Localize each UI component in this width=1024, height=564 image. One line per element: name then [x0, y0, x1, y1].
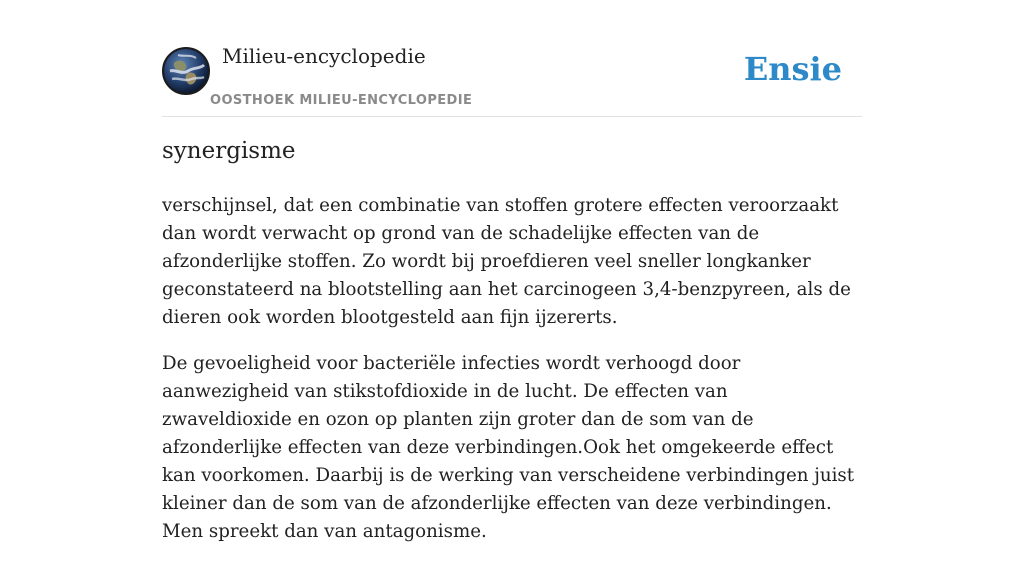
globe-icon[interactable] — [162, 47, 210, 95]
site-subtitle[interactable]: OOSTHOEK MILIEU-ENCYCLOPEDIE — [210, 93, 473, 108]
brand-logo[interactable]: Ensie — [743, 50, 842, 88]
paragraph: verschijnsel, dat een combinatie van stoffen grotere effecten veroorzaakt dan wordt verwacht op grond van de schadelijke effecten van de afzonderlijke stoffen. Zo wordt bij proefdieren veel sneller longkanker geconstateerd na blootstelling aan het carcinogeen 3,4-benzpyreen, als de dieren ook worden blootgesteld aan fijn ijzererts. — [162, 195, 851, 328]
page-container — [162, 0, 862, 542]
site-title[interactable]: Milieu-encyclopedie — [222, 44, 426, 68]
site-header — [162, 0, 862, 117]
article-title: synergisme — [162, 138, 296, 164]
paragraph: De gevoeligheid voor bacteriële infecties wordt verhoogd door aanwezigheid van stikstofdioxide in de lucht. De effecten van zwaveldioxide en ozon op planten zijn groter dan de som van de afzonderlijke effecten van deze verbindingen.Ook het omgekeerde effect kan voorkomen. Daarbij is de werking van verscheidene verbindingen juist kleiner dan de som van de afzonderlijke effecten van deze verbindingen. Men spreekt dan van antagonisme. — [162, 353, 855, 542]
article-body — [162, 192, 862, 564]
